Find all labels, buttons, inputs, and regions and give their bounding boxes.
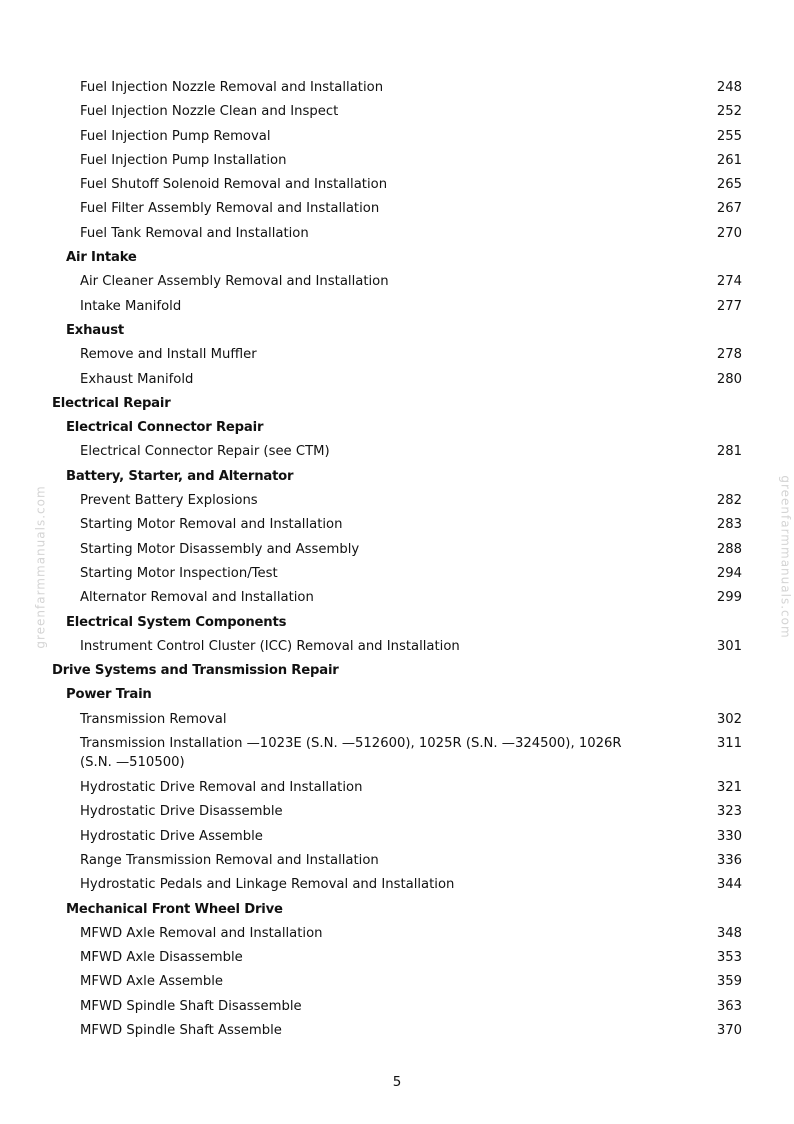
toc-entry-page: 323 [716, 804, 742, 820]
toc-entry-title: Fuel Tank Removal and Installation [80, 225, 309, 241]
toc-entry[interactable] [0, 995, 794, 1019]
toc-entry-title: Exhaust Manifold [80, 371, 194, 387]
toc-entry-title: Transmission Installation —1023E (S.N. —512600), 1025R (S.N. —324500), 1026R (S.N. —510500) [80, 736, 622, 771]
toc-entry[interactable] [0, 538, 794, 562]
toc-entry[interactable] [0, 513, 794, 537]
toc-section-heading [0, 683, 794, 707]
toc-entry-title: Remove and Install Muffler [80, 347, 257, 363]
toc-entry-page: 302 [716, 711, 742, 727]
toc-entry-page: 299 [716, 590, 742, 606]
toc-entry-title: Fuel Injection Pump Installation [80, 152, 287, 168]
toc-entry-page: 280 [716, 371, 742, 387]
toc-entry-page: 283 [716, 517, 742, 533]
toc-entry-title: Fuel Injection Pump Removal [80, 128, 271, 144]
toc-entry-title: Hydrostatic Drive Disassemble [80, 804, 283, 820]
toc-section-heading [0, 246, 794, 270]
toc-entry-page: 294 [716, 565, 742, 581]
toc-entry-title: Drive Systems and Transmission Repair [52, 663, 339, 679]
toc-entry-page: 336 [716, 852, 742, 868]
toc-entry[interactable] [0, 708, 794, 732]
page-number: 5 [392, 1074, 402, 1090]
toc-entry[interactable] [0, 197, 794, 221]
toc-entry-page: 261 [716, 152, 742, 168]
toc-section-heading [0, 465, 794, 489]
toc-entry-title: Starting Motor Inspection/Test [80, 565, 278, 581]
toc-entry-page: 370 [716, 1022, 742, 1038]
toc-entry[interactable] [0, 873, 794, 897]
toc-entry-page: 274 [716, 274, 742, 290]
toc-section-heading [0, 319, 794, 343]
toc-entry[interactable] [0, 149, 794, 173]
toc-entry[interactable] [0, 1019, 794, 1043]
toc-entry-title: MFWD Axle Disassemble [80, 950, 243, 966]
toc-entry-title: Hydrostatic Pedals and Linkage Removal and Installation [80, 877, 455, 893]
toc-entry-title: Fuel Filter Assembly Removal and Installation [80, 201, 380, 217]
toc-entry[interactable] [0, 635, 794, 659]
toc-entry[interactable] [0, 222, 794, 246]
toc-entry[interactable] [0, 125, 794, 149]
toc-entry[interactable] [0, 946, 794, 970]
toc-entry-page: 252 [716, 104, 742, 120]
toc-entry-title: Range Transmission Removal and Installation [80, 852, 379, 868]
toc-entry[interactable] [0, 732, 794, 776]
toc-entry[interactable] [0, 800, 794, 824]
toc-entry-title: MFWD Spindle Shaft Assemble [80, 1022, 282, 1038]
toc-section-heading [0, 898, 794, 922]
toc-entry-title: Electrical System Components [66, 614, 287, 630]
toc-entry-title: Fuel Injection Nozzle Clean and Inspect [80, 104, 339, 120]
toc-entry-title: Intake Manifold [80, 298, 182, 314]
toc-entry[interactable] [0, 343, 794, 367]
toc-entry-title: Air Cleaner Assembly Removal and Installation [80, 274, 389, 290]
toc-entry-page: 363 [716, 998, 742, 1014]
table-of-contents [0, 76, 794, 1043]
toc-entry-title: Mechanical Front Wheel Drive [66, 901, 283, 917]
toc-entry-page: 255 [716, 128, 742, 144]
toc-entry-page: 270 [716, 225, 742, 241]
toc-section-heading [0, 611, 794, 635]
toc-section-heading [0, 392, 794, 416]
toc-entry-title: Starting Motor Disassembly and Assembly [80, 541, 360, 557]
toc-entry[interactable] [0, 489, 794, 513]
toc-entry[interactable] [0, 100, 794, 124]
toc-entry-title: Prevent Battery Explosions [80, 493, 258, 509]
toc-entry-title: MFWD Axle Removal and Installation [80, 925, 323, 941]
toc-section-heading [0, 659, 794, 683]
toc-entry[interactable] [0, 562, 794, 586]
toc-entry-title: Fuel Injection Nozzle Removal and Installation [80, 80, 384, 95]
toc-entry[interactable] [0, 368, 794, 392]
toc-entry-page: 248 [716, 80, 742, 95]
toc-entry-title: Starting Motor Removal and Installation [80, 517, 343, 533]
watermark-left: greenfarmmanuals.com [33, 485, 48, 649]
toc-entry-page: 277 [716, 298, 742, 314]
toc-entry[interactable] [0, 173, 794, 197]
toc-entry-title: Exhaust [66, 322, 124, 338]
toc-entry-title: Battery, Starter, and Alternator [66, 468, 294, 484]
toc-entry-page: 344 [716, 877, 742, 893]
toc-entry-title: Hydrostatic Drive Assemble [80, 828, 263, 844]
toc-entry-page: 278 [716, 347, 742, 363]
toc-entry[interactable] [0, 76, 794, 100]
toc-entry[interactable] [0, 776, 794, 800]
toc-entry-title: Transmission Removal [80, 711, 227, 727]
toc-entry-page: 330 [716, 828, 742, 844]
toc-entry-page: 267 [716, 201, 742, 217]
toc-entry-page: 359 [716, 974, 742, 990]
toc-entry-title: Air Intake [66, 250, 137, 266]
toc-entry[interactable] [0, 270, 794, 294]
toc-entry[interactable] [0, 849, 794, 873]
toc-entry-title: Electrical Connector Repair (see CTM) [80, 444, 330, 460]
toc-entry-title: Electrical Connector Repair [66, 420, 264, 436]
toc-entry-title: Electrical Repair [52, 395, 171, 411]
watermark-right: greenfarmmanuals.com [778, 475, 793, 639]
toc-entry-page: 288 [716, 541, 742, 557]
toc-entry-page: 311 [716, 736, 742, 752]
toc-entry[interactable] [0, 295, 794, 319]
toc-entry[interactable] [0, 440, 794, 464]
toc-entry-title: Hydrostatic Drive Removal and Installation [80, 780, 363, 796]
toc-entry-page: 301 [716, 638, 742, 654]
toc-entry[interactable] [0, 922, 794, 946]
toc-entry-page: 281 [716, 444, 742, 460]
toc-entry-page: 265 [716, 177, 742, 193]
toc-entry-title: Instrument Control Cluster (ICC) Removal and Installation [80, 638, 460, 654]
toc-section-heading [0, 416, 794, 440]
toc-entry-page: 321 [716, 780, 742, 796]
toc-entry-title: MFWD Spindle Shaft Disassemble [80, 998, 302, 1014]
toc-entry[interactable] [0, 825, 794, 849]
toc-entry[interactable] [0, 586, 794, 610]
toc-entry[interactable] [0, 970, 794, 994]
toc-entry-page: 353 [716, 950, 742, 966]
toc-entry-title: Alternator Removal and Installation [80, 590, 314, 606]
toc-entry-title: Power Train [66, 687, 152, 703]
toc-entry-page: 282 [716, 493, 742, 509]
toc-entry-title: Fuel Shutoff Solenoid Removal and Installation [80, 177, 388, 193]
toc-entry-title: MFWD Axle Assemble [80, 974, 224, 990]
toc-entry-page: 348 [716, 925, 742, 941]
